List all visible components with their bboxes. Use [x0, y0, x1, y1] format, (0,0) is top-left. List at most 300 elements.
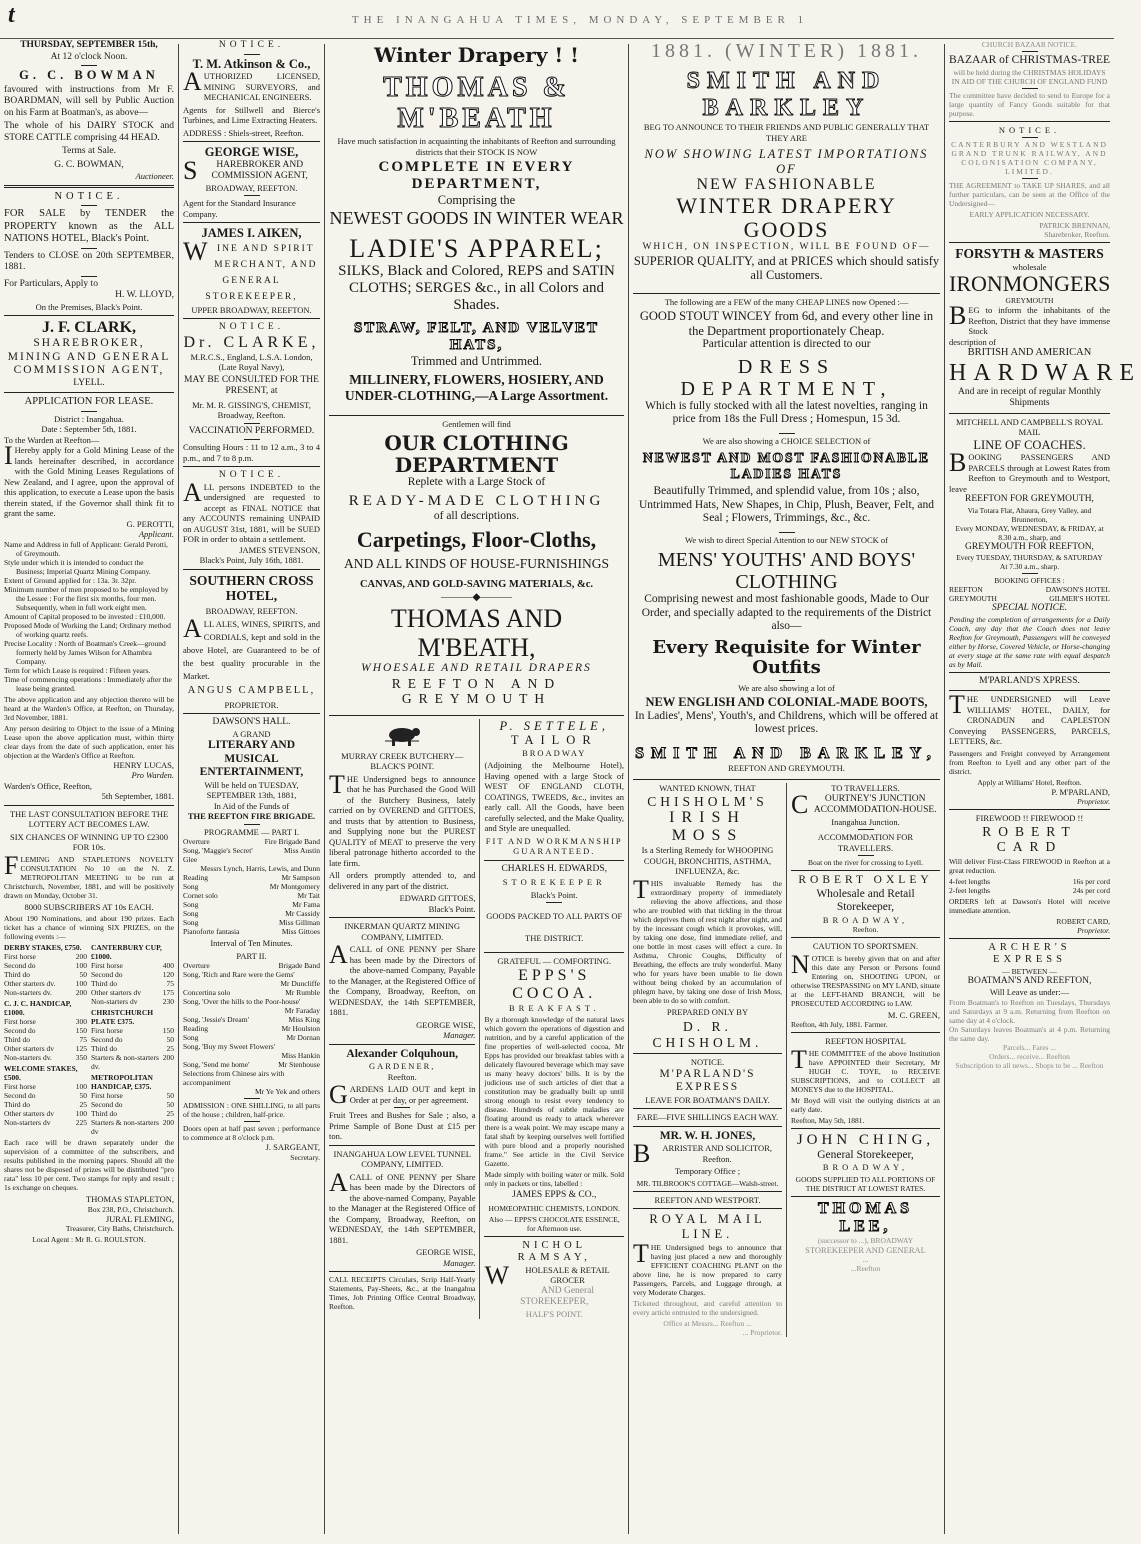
lottery-address: Box 238, P.O., Christchurch.	[87, 1204, 174, 1214]
boat-crossing: Boat on the river for crossing to Lyell.	[808, 858, 923, 867]
atkinson-name: T. M. Atkinson & Co.,	[192, 56, 311, 71]
race-place: Non-starters dv.	[4, 988, 52, 997]
lease-item: Style under which it is intended to conduct the Business; Imperial Quartz Mining Company.	[4, 557, 151, 576]
royal-mail-proprietor: ... Proprietor.	[742, 1328, 782, 1337]
ching-address: BROADWAY,	[822, 1162, 909, 1172]
programme-performer: Miss Austin	[283, 846, 320, 855]
race-place: Third do	[91, 979, 118, 988]
lease-item: Extent of Ground applied for : 13a. 3r. 32pr.	[4, 575, 137, 585]
programme-performer: Mr Cassidy	[285, 909, 320, 918]
race-prize: 50	[166, 1035, 174, 1044]
lease-item: Precise Locality : North of Boatman's Creek—ground formerly held by James Wilson for Alhambra Company.	[4, 638, 166, 666]
column-4	[629, 40, 944, 1536]
programme-item: Song	[183, 909, 199, 918]
mparland-xpress: M'PARLAND'S XPRESS.	[979, 675, 1080, 686]
epps-made: Made simply with boiling water or milk. Sold only in packets or tins, labelled :	[484, 1170, 624, 1188]
monthly-shipments: And are in receipt of regular Monthly Shipments	[958, 386, 1101, 408]
jones-address: MR. TILBROOK'S COTTAGE—Walsh-street.	[636, 1178, 779, 1188]
programme-item: Song, 'Buy my Sweet Flowers'	[183, 1042, 276, 1051]
card-orders: ORDERS left at Dawson's Hotel will receive immediate attention.	[949, 896, 1110, 915]
bazaar-body: will be held during the CHRISTMAS HOLIDAYS IN AID OF THE CHURCH OF ENGLAND FUND	[951, 67, 1108, 86]
masthead-rule	[0, 38, 1114, 39]
hospital-date: Reefton, May 5th, 1881.	[791, 1115, 865, 1125]
dress-department: DRESS DEPARTMENT,	[680, 355, 893, 400]
lottery-signature: THOMAS STAPLETON,	[86, 1194, 174, 1204]
programme-item: Song, 'Over the hills to the Poor-house'	[183, 997, 301, 1006]
race-prize: 225	[75, 1118, 87, 1127]
column-4-lower-right	[791, 783, 940, 1337]
ching-body: GOODS SUPPLIED TO ALL PORTIONS OF THE DISTRICT AT LOWEST RATES.	[795, 1174, 936, 1193]
race-place: First horse	[4, 1017, 36, 1026]
particular-attention: Particular attention is directed to our	[702, 338, 871, 350]
chisholm: CHISHOLM'S	[647, 793, 768, 809]
settele-trade: TAILOR	[510, 733, 598, 747]
race-place: First horse	[4, 952, 36, 961]
royal-mail-line: ROYAL MAIL LINE.	[649, 1212, 766, 1241]
lottery-body: FLEMING AND STAPLETON'S NOVELTY CONSULTATION No 10 on the N. Z. METROPOLITAN MEETING to be run at Christchurch, November, 1881, and will be positively drawn on Monday, October 31.	[4, 850, 174, 900]
butchery-heading: MURRAY CREEK BUTCHERY— BLACK'S POINT.	[341, 750, 464, 771]
trimmed: Trimmed and Untrimmed.	[410, 353, 543, 368]
race-place: First horse	[4, 1082, 36, 1091]
lee-successor: (successor to ...), BROADWAY	[817, 1235, 914, 1245]
tunnel-body: ACALL of ONE PENNY per Share has been made by the Directors of the above-named Company, Payable to the Manager at the Registered Office of the Company, Broadway, Reefton, on WEDNESDAY, the 14th SEPTEMBER, 1881.	[329, 1167, 476, 1245]
ornament-divider: ———◆———	[440, 591, 513, 603]
epps-heading: GRATEFUL — COMFORTING.	[497, 956, 612, 966]
race-column-left	[4, 943, 87, 1136]
oxley-town: Reefton.	[852, 925, 879, 934]
clarke-hours: Consulting Hours : 11 to 12 a.m., 3 to 4 p.m., and 7 to 8 p.m.	[183, 442, 320, 463]
programme-performer: Miss Gittoes	[281, 927, 320, 936]
race-prize: 200	[75, 988, 87, 997]
race-place: First horse	[91, 1091, 123, 1100]
butchery-signature: EDWARD GITTOES,	[399, 893, 476, 903]
robert-card: ROBERT CARD	[982, 823, 1077, 854]
epps-chocolate: Also — EPPS'S CHOCOLATE ESSENCE, for Afternoon use.	[488, 1214, 620, 1233]
thomas-intro: Have much satisfaction in acquainting the inhabitants of Reefton and surrounding districts that their STOCK IS NOW	[337, 136, 616, 157]
aiken-name: JAMES I. AIKEN,	[201, 226, 302, 240]
boots-body: In Ladies', Mens', Youth's, and Childrens, which will be offered at lowest prices.	[634, 709, 939, 735]
mens-body: Comprising newest and most fashionable goods, Made to Our Order, and specially adapted to the requirements of the District also—	[641, 593, 932, 632]
race-place: Second do	[91, 1100, 123, 1109]
masthead	[0, 0, 1114, 40]
race-place: Third do	[4, 1035, 31, 1044]
settele-name: P. SETTELE,	[499, 718, 609, 733]
edwards-goods: GOODS PACKED TO ALL PARTS OF THE DISTRICT.	[486, 911, 623, 943]
railway-role: Sharebroker, Reefton.	[1044, 230, 1110, 239]
royal-mail-office: Office at Messrs... Reefton ...	[663, 1319, 752, 1328]
race-place: Non-starters dv.	[4, 1053, 52, 1062]
hospital-body: THE COMMITTEE of the above Institution have APPOINTED their Secretary, Mr HUGH C. TOYE, to RECEIVE SUBSCRIPTIONS, and to COLLECT all MONEYS due to the HOSPITAL.	[791, 1044, 940, 1094]
clark-body: SHAREBROKER, MINING AND GENERAL COMMISSION AGENT,	[7, 337, 171, 376]
race-place: Second do	[4, 1026, 36, 1035]
race-place: First horse	[91, 1026, 123, 1035]
smith-towns: REEFTON AND GREYMOUTH.	[728, 762, 845, 773]
lease-items	[4, 540, 174, 693]
archer-express: ARCHER'S EXPRESS	[988, 941, 1071, 965]
race-place: Third do	[91, 1044, 118, 1053]
winter-outfits: Every Requisite for Winter Outfits	[652, 636, 921, 678]
lottery-signature-2: JURAL FLEMING,	[105, 1213, 174, 1224]
replete: Replete with a Large Stock of	[407, 475, 546, 488]
aiken-body: WINE AND SPIRIT MERCHANT, AND GENERAL STOREKEEPER,	[183, 236, 318, 302]
programme-item: Song, 'Maggie's Secret'	[183, 846, 253, 855]
house-furnishings: AND ALL KINDS OF HOUSE-FURNISHINGS	[343, 555, 610, 571]
programme-performer: Mr Fama	[292, 900, 320, 909]
notice-heading: NOTICE.	[690, 1057, 725, 1067]
new-fashionable: NEW FASHIONABLE	[696, 176, 877, 193]
lease-item: Name and Address in full of Applicant: Gerald Perotti, of Greymouth.	[4, 539, 168, 558]
race-name: CHRISTCHURCH PLATE £375.	[91, 1008, 154, 1026]
smith-intro: BEG TO ANNOUNCE TO THEIR FRIENDS AND PUBLIC GENERALLY THAT THEY ARE	[643, 122, 930, 143]
butchery-body: THE Undersigned begs to announce that he has Purchased the Good Will of the Butchery Business, lately carried on by OVEREND and GITTOES, and trusts that by attention to Business, and Supplying none but the PUREST QUALITY of MEAT to preserve the very liberal patronage hitherto accorded to the late firm.	[329, 769, 476, 868]
programme-item: Song	[183, 1033, 199, 1042]
ramsay-body-3: HALF'S POINT.	[525, 1308, 583, 1319]
booking-offices: BOOKING OFFICES :	[994, 576, 1065, 585]
wanted-known: WANTED KNOWN, THAT	[659, 783, 756, 793]
programme-item: Selections from Chinese airs with accompaniment	[183, 1069, 285, 1087]
lease-item: Term for which Lease is required : Fifteen years.	[4, 665, 151, 675]
greymouth-label: GREYMOUTH	[1005, 296, 1054, 305]
notice-heading: NOTICE.	[54, 190, 124, 202]
lease-item: Proposed Mode of Working the Land; Ordinary method of working quartz reefs.	[4, 620, 171, 639]
programme-performer: Miss Hankin	[281, 1051, 320, 1060]
ramsay-body: WHOLESALE & RETAIL GROCER	[484, 1260, 610, 1290]
column-3-lower-left	[329, 719, 475, 1320]
inkerman-body: ACALL of ONE PENNY per Share has been made by the Directors of the above-named Company, Payable to the Manager, at the Registered Office of the Company, Broadway, Reefton, on WEDNESDAY, the 14th SEPTEMBER, 1881.	[329, 940, 476, 1017]
hardware: HARDWARE	[949, 359, 1141, 386]
coaches-every-2: Every TUESDAY, THURSDAY, & SATURDAY	[956, 553, 1103, 562]
race-place: Non-starters dv	[91, 997, 138, 1006]
mens-clothing: MENS' YOUTHS' AND BOYS' CLOTHING	[657, 549, 916, 593]
column-2	[179, 40, 324, 1536]
programme-performer: Mr Houlston	[281, 1024, 320, 1033]
programme-item: Song, 'Rich and Rare were the Gems'	[183, 970, 295, 979]
xpress-apply: Apply at Williams' Hotel, Reefton.	[977, 777, 1082, 787]
notice-signature: H. W. LLOYD,	[115, 290, 174, 300]
southern-cross-signature: ANGUS CAMPBELL,	[187, 685, 316, 696]
programme-item: Reading	[183, 1024, 208, 1033]
also-showing-lot: We are also showing a lot of	[738, 682, 835, 693]
railway-signature: PATRICK BRENNAN,	[1039, 221, 1110, 230]
office-town: REEFTON	[949, 585, 983, 594]
lee-note: ...	[862, 1255, 869, 1264]
jones-body: BARRISTER AND SOLICITOR, Reefton.	[633, 1139, 772, 1168]
programme-performer: Messrs Lynch, Harris, Lewis, and Dunn	[200, 864, 320, 873]
entertainment-doors: Doors open at half past seven ; performance to commence at 8 o'clock p.m.	[183, 1124, 320, 1142]
race-name: DERBY STAKES, £750.	[4, 943, 82, 952]
programme-item: Song	[183, 918, 199, 927]
notice-tenders-close: Tenders to CLOSE on 20th SEPTEMBER, 1881.	[4, 250, 174, 272]
lease-signature: G. PEROTTI,	[126, 518, 174, 529]
column-4-lower	[633, 783, 940, 1337]
wish-attention: We wish to direct Special Attention to our NEW STOCK of	[685, 534, 888, 545]
bowman-role: Auctioneer.	[135, 171, 174, 181]
edwards-name: CHARLES H. EDWARDS,	[501, 863, 608, 874]
tunnel-heading: INANGAHUA LOW LEVEL TUNNEL COMPANY, LIMITED.	[333, 1148, 471, 1169]
programme-item: Concertina solo	[183, 988, 231, 997]
winter-drapery-goods: WINTER DRAPERY GOODS	[676, 193, 897, 242]
lee-town: ...Reefton	[850, 1264, 881, 1273]
programme-item: Song, 'Jessie's Dream'	[183, 1015, 249, 1024]
programme-item: Pianoforte fantasia	[183, 927, 240, 936]
archer-subscription: Subscription to all news... Shops to be ... Reefton	[955, 1060, 1104, 1070]
smith-barkley-banner: SMITH AND BARKLEY	[686, 68, 887, 121]
notice-premises: On the Premises, Black's Point.	[35, 301, 143, 312]
entertainment-admission: ADMISSION : ONE SHILLING, to all parts of the house ; children, half-price.	[183, 1101, 320, 1119]
sale-date: THURSDAY, SEPTEMBER 15th,	[20, 40, 158, 50]
gentlemen-will-find: Gentlemen will find	[442, 419, 511, 429]
lottery-prizes: About 190 Nominations, and about 190 prizes. Each ticket has a chance of winning SIX PRIZES, on the following events :—	[4, 914, 174, 941]
lease-heading: APPLICATION FOR LEASE.	[24, 396, 154, 407]
settele-body: (Adjoining the Melbourne Hotel), Having opened with a large Stock of WEST OF ENGLAND CLOTH, COATINGS, TWEEDS, &c., invites an early call. All the Goods, have been carefully selected, and the Make Quality, and Style are unequalled.	[484, 760, 624, 833]
notice-hotel-tender: FOR SALE by TENDER the PROPERTY known as the ALL NATIONS HOTEL, Black's Point.	[4, 208, 174, 244]
notice-heading: NOTICE.	[218, 470, 285, 480]
programme-performer: Mr Faraday	[284, 1006, 320, 1015]
card-body: Will deliver First-Class FIREWOOD in Reefton at a great reduction.	[949, 856, 1110, 875]
royal-mail-heading: MITCHELL AND CAMPBELL'S ROYAL MAIL	[956, 416, 1103, 437]
race-place: Second do	[91, 1035, 123, 1044]
coaches-body: BOOKING PASSENGERS AND PARCELS through at Lowest Rates from Reefton to Greymouth and to Westport, leave	[949, 448, 1110, 494]
clarke-consult: MAY BE CONSULTED FOR THE PRESENT, at	[184, 374, 319, 396]
programme-performer: Mr Ye Yek and others	[254, 1087, 320, 1096]
mparland-express: M'PARLAND'S EXPRESS	[659, 1067, 756, 1093]
british-american: BRITISH AND AMERICAN	[967, 347, 1092, 358]
page-mark: t	[8, 2, 15, 28]
race-place: Third do	[91, 1109, 118, 1118]
railway-company: CANTERBURY AND WESTLAND GRAND TRUNK RAILWAY, AND COLONISATION COMPANY, LIMITED.	[951, 140, 1108, 176]
description-of: description of	[949, 336, 996, 347]
lease-body: IHereby apply for a Gold Mining Lease of the lands hereinafter described, in accordance with the Gold Mining Leases Regulations of New Zealand, and I agree, upon the approval of this application, to execute a Lease upon the basis therein stated, if the Governor shall think fit to grant the same.	[4, 441, 174, 518]
colquhoun-name: Alexander Colquhoun,	[346, 1047, 459, 1060]
race-prize: 200	[75, 952, 87, 961]
column-divider	[479, 719, 480, 1320]
race-place: Starters & non-starters dv	[91, 1118, 159, 1136]
lease-item: Amount of Capital proposed to be invested : £10,000.	[4, 611, 166, 621]
race-place: Second do	[4, 961, 36, 970]
straw-felt-hats: STRAW, FELT, AND VELVET HATS,	[353, 319, 600, 353]
race-name: METROPOLITAN HANDICAP, £375.	[91, 1073, 153, 1091]
caution-date: Reefton, 4th July, 1881. Farmer.	[791, 1020, 888, 1029]
accommodation: ACCOMMODATION FOR TRAVELLERS.	[817, 832, 914, 853]
colquhoun-trade: GARDENER,	[369, 1061, 436, 1071]
length-label: 4-feet lengths	[949, 876, 991, 886]
hospital-heading: REEFTON HOSPITAL	[825, 1036, 906, 1046]
lottery-address-2: Treasurer, City Baths, Christchurch.	[65, 1224, 174, 1233]
race-prize: 75	[79, 1035, 87, 1044]
railway-body: THE AGREEMENT to TAKE UP SHARES, and all further particulars, can be seen at the Office of the Undersigned—	[949, 181, 1110, 208]
race-prize: 100	[75, 1082, 87, 1091]
programme-part-2	[183, 961, 320, 1096]
lease-warden-role: Pro Warden.	[131, 770, 174, 780]
race-place: Second do	[91, 970, 123, 979]
superior-quality: SUPERIOR QUALITY, and at PRICES which should satisfy all Customers.	[633, 253, 940, 282]
race-prize: 75	[166, 979, 174, 988]
race-place: Other starters dv	[4, 1044, 54, 1053]
race-place: Third do	[4, 970, 31, 979]
programme-item: Overture	[183, 961, 210, 970]
lease-warden-signature: HENRY LUCAS,	[113, 759, 174, 770]
programme-item: Glee	[183, 855, 198, 864]
silks: SILKS, Black and Colored, REPS and SATIN CLOTHS; SERGES &c., in all Colors and Shades.	[338, 262, 615, 313]
race-table	[4, 943, 174, 1136]
inkerman-role: Manager.	[443, 1030, 476, 1040]
race-prize: 25	[166, 1044, 174, 1053]
race-prize: 100	[75, 961, 87, 970]
atkinson-agents: Agents for Stillwell and Bierce's Turbines, and Lime Extracting Heaters.	[183, 104, 320, 125]
bowman-list: The whole of his DAIRY STOCK and STORE CATTLE comprising 44 HEAD.	[4, 121, 174, 143]
entertainment-brigade: THE REEFTON FIRE BRIGADE.	[187, 811, 316, 821]
lease-district: District : Inangahua.	[54, 413, 124, 424]
wholesale-label: wholesale	[1012, 261, 1047, 272]
lease-item: Minimum number of men proposed to be employed by the Lessee : For the first six months, four men. Subsequently, when in full work eight men.	[4, 584, 169, 612]
tunnel-role: Manager.	[443, 1257, 476, 1268]
millinery: MILLINERY, FLOWERS, HOSIERY, AND UNDER-CLOTHING,—A Large Assortment.	[344, 372, 609, 403]
southern-cross-role: PROPRIETOR.	[224, 699, 279, 710]
clark-name: J. F. CLARK,	[41, 319, 137, 336]
route-heading: REEFTON AND WESTPORT.	[654, 1194, 761, 1205]
caution-signature: M. C. GREEN,	[887, 1009, 940, 1020]
special-notice-body: Pending the completion of arrangements for a Daily Coach, any day that the Coach does not leave Reefton for Greymouth, Passengers will be conveyed either by Horse, Covered Vehicle, or Horse-changing at every stage at the same rate with equal despatch as by Mail.	[949, 614, 1110, 669]
bowman-body: favoured with instructions from Mr F. BOARDMAN, will sell by Public Auction on his Farm at Boatman's, as above—	[4, 84, 174, 118]
lease-office: Warden's Office, Reefton,	[4, 780, 93, 791]
fare: FARE—FIVE SHILLINGS EACH WAY.	[636, 1112, 779, 1122]
courtney-place: Inangahua Junction.	[831, 816, 900, 827]
irish-moss-body: THIS invaluable Remedy has the extraordinary property of immediately relieving the above affections, and those who are troubled with that tickling in the throat which deprives them of rest night after night, and by the incessant cough which it provokes, will, by taking one dose, find immediate relief, and one bottle in most cases will effect a cure. In Asthma, Chronic Coughs, Difficulty of Breathing, the effects are truly wonderful. Many who for years have been unable to lie down without being choked by an accumulation of phlegm have, by taking one dose of Irish Moss, been able to do so with comfort.	[633, 874, 782, 1005]
southern-cross-body: ALL ALES, WINES, SPIRITS, and CORDIALS, kept and sold in the above Hotel, are Guaranteed to be of the best quality procurable in the Market.	[183, 614, 320, 681]
programme-item: Song	[183, 900, 199, 909]
xpress-body-2: Passengers and Freight conveyed by Arrangement from Reefton to Lyell and any other part of the district.	[949, 748, 1110, 776]
archer-times: From Boatman's to Reefton on Tuesdays, Thursdays and Saturdays at 9 a.m. Returning from Reefton on same day at 4 o'clock.	[949, 997, 1110, 1025]
clarke-qualifications: M.R.C.S., England, L.S.A. London, (Late Royal Navy),	[190, 351, 313, 372]
royal-mail-body: THE Undersigned begs to announce that having just placed a new and thoroughly EFFICIENT COACHING PLANT on the above line, he is now prepared to carry Passengers, Parcels, and Luggage through, at very Moderate Charges.	[633, 1239, 782, 1297]
notice-heading: NOTICE.	[218, 40, 285, 50]
archer-orders: Orders... receive... Reefton	[989, 1051, 1070, 1061]
winter-drapery-heading: Winter Drapery ! !	[374, 43, 579, 67]
lease-addressee: To the Warden at Reefton—	[4, 434, 100, 445]
race-prize: 25	[166, 1109, 174, 1118]
southern-cross-address: BROADWAY, REEFTON.	[205, 605, 298, 616]
irish-moss-doctor: D. R. CHISHOLM.	[652, 1019, 763, 1050]
lottery-note: Each race will be drawn separately under the supervision of a committee of the subscribers, and results published in the morning papers. Should all the shares not be disposed of prizes will be distributed "pro rata" less 10 per cent. Two stamps for reply and result ; 1s exchange on cheques.	[4, 1138, 174, 1192]
programme-item: Cornet solo	[183, 891, 218, 900]
newest-goods: NEWEST GOODS IN WINTER WEAR	[329, 207, 624, 228]
race-column-right	[91, 943, 174, 1136]
entertainment-signature: J. SARGEANT,	[265, 1142, 320, 1152]
ching-trade: General Storekeeper,	[817, 1148, 914, 1161]
ironmongers: IRONMONGERS	[949, 271, 1111, 296]
bull-icon	[382, 723, 422, 747]
xpress-signature: P. M'PARLAND,	[1051, 786, 1110, 797]
race-prize: 150	[162, 1026, 174, 1035]
aiken-address: UPPER BROADWAY, REEFTON.	[191, 304, 312, 315]
wise-body: SHAREBROKER AND COMMISSION AGENT,	[183, 155, 308, 185]
race-prize: 50	[166, 1091, 174, 1100]
race-prize: 300	[75, 1017, 87, 1026]
notice-heading: NOTICE.	[998, 124, 1061, 135]
royal-mail-note: Ticketed throughout, and careful attention to every article entrusted to the undersigned.	[633, 1299, 782, 1317]
lease-office-date: 5th September, 1881.	[101, 791, 174, 801]
entertainment-role: Secretary.	[290, 1152, 320, 1162]
clark-town: LYELL.	[73, 377, 105, 388]
irish-moss-prepared: PREPARED ONLY BY	[666, 1006, 749, 1017]
lee-trade: STOREKEEPER AND GENERAL	[805, 1244, 926, 1255]
tunnel-signature: GEORGE WISE,	[416, 1247, 476, 1257]
card-role: Proprietor.	[1077, 925, 1110, 935]
firewood-heading: FIREWOOD !! FIREWOOD !!	[975, 813, 1084, 823]
notice-indebted-date: Black's Point, July 16th, 1881.	[199, 555, 304, 565]
race-prize: 200	[162, 1053, 174, 1062]
length-price: 16s per cord	[1072, 876, 1110, 886]
archer-saturdays: On Saturdays leaves Boatman's at 4 p.m. Returning the same day.	[949, 1024, 1110, 1043]
irish-moss-sub: Is a Sterling Remedy for WHOOPING COUGH, BRONCHITIS, ASTHMA, INFLUENZA, &c.	[641, 845, 774, 876]
wise-agent: Agent for the Standard Insurance Company.	[183, 198, 296, 219]
oxley-name: ROBERT OXLEY	[798, 874, 933, 886]
race-place: Second do	[4, 1091, 36, 1100]
epps-breakfast: BREAKFAST.	[509, 1002, 600, 1013]
epps-firm: JAMES EPPS & CO.,	[512, 1190, 597, 1200]
wholesale-drapers: WHOESALE AND RETAIL DRAPERS	[361, 662, 592, 674]
lease-objection: Any person desiring to Object to the issue of a Mining Lease upon the above application must, within thirty clear days from the date of such application, enter his objection at the Warden's Office at Reefton.	[4, 723, 174, 760]
butchery-orders: All orders promptly attended to, and delivered in any part of the district.	[329, 870, 476, 891]
now-showing: NOW SHOWING LATEST IMPORTATIONS OF	[644, 147, 929, 176]
race-name: C. J. C. HANDICAP, £1000.	[4, 999, 72, 1017]
few-cheap-lines: The following are a FEW of the many CHEAP LINES now Opened :—	[664, 296, 909, 307]
column-3	[325, 40, 628, 1536]
length-price: 24s per cord	[1072, 885, 1110, 895]
clarke-name: Dr. CLARKE,	[183, 333, 320, 351]
programme-performer: Mr Rumble	[285, 988, 320, 997]
race-place: First horse	[91, 961, 123, 970]
hospital-note: Mr Boyd will visit the outlying districts at an early date.	[791, 1095, 940, 1114]
southern-cross-name: SOUTHERN CROSS HOTEL,	[189, 572, 314, 603]
race-place: Non-starters dv	[4, 1118, 51, 1127]
archer-parcels: Parcels... Fares ...	[1003, 1042, 1056, 1052]
lottery-agent: Local Agent : Mr R. G. ROULSTON.	[32, 1235, 146, 1244]
coaches-time-2: At 7.30 a.m., sharp.	[999, 562, 1060, 571]
caution-body: NOTICE is hereby given that on and after this date any Person or Persons found Entering on, SHOOTING UPON, or otherwise TRESPASSING on MY LAND, situate at the LEFT-HAND BRANCH, will be PROSECUTED ACCORDING to LAW.	[791, 949, 940, 1008]
column-4-lower-left	[633, 783, 782, 1337]
to-travellers: TO TRAVELLERS.	[831, 783, 900, 793]
programme-performer: Mr Sampson	[281, 873, 320, 882]
coaches-every: Every MONDAY, WEDNESDAY, & FRIDAY, at 8.30 a.m., sharp, and	[955, 523, 1104, 542]
race-prize: 50	[79, 970, 87, 979]
ramsay-body-2: AND General STOREKEEPER,	[520, 1285, 595, 1307]
comprising: Comprising the	[437, 193, 516, 207]
entertainment-aid: In Aid of the Funds of	[213, 800, 290, 811]
all-descriptions: of all descriptions.	[433, 510, 520, 522]
railway-early: EARLY APPLICATION NECESSARY.	[969, 210, 1090, 219]
lottery-heading: THE LAST CONSULTATION BEFORE THE LOTTERY ACT BECOMES LAW.	[9, 808, 169, 829]
carpetings: Carpetings, Floor-Cloths,	[356, 526, 597, 552]
xpress-role: Proprietor.	[1077, 797, 1110, 806]
entertainment-title: LITERARY AND MUSICAL ENTERTAINMENT,	[199, 739, 304, 778]
programme-item: Song	[183, 882, 199, 891]
programme-performer: Mr Duncliffe	[280, 979, 320, 988]
race-name: CANTERBURY CUP, £1000.	[91, 943, 162, 961]
lee-name: THOMAS LEE,	[817, 1199, 914, 1235]
lease-role: Applicant.	[138, 529, 174, 539]
ladies-hats: NEWEST AND MOST FASHIONABLE LADIES HATS	[643, 450, 930, 481]
race-place: Other starters dv	[91, 988, 141, 997]
programme-item: Reading	[183, 873, 208, 882]
race-prize: 50	[166, 1100, 174, 1109]
race-prize: 150	[75, 1026, 87, 1035]
race-prize: 100	[75, 979, 87, 988]
line-of-coaches: LINE OF COACHES.	[973, 437, 1086, 452]
column-1	[0, 40, 178, 1536]
race-place: Starters & non-starters dv.	[91, 1053, 159, 1071]
race-prize: 50	[79, 1091, 87, 1100]
